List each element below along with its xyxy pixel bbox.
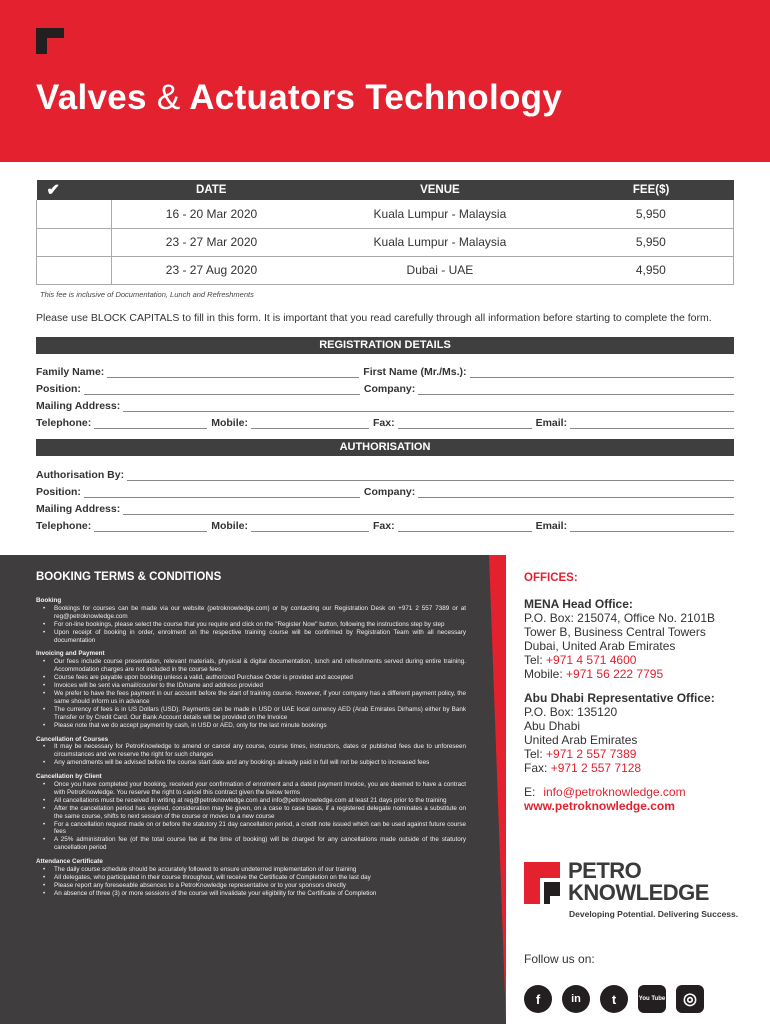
auth-position-field[interactable] bbox=[84, 488, 360, 498]
registration-row-names bbox=[36, 364, 734, 378]
mena-office bbox=[524, 597, 715, 681]
terms-section-heading: Cancellation by Client bbox=[36, 773, 102, 781]
date-cell: 23 - 27 Mar 2020 bbox=[111, 228, 311, 256]
abudhabi-office bbox=[524, 691, 715, 775]
course-title-part1: Valves bbox=[36, 78, 147, 117]
terms-list-item: • The currency of fees is in US Dollars (USD). Payments can be made in USD or UAE local currency AED (Arab Emirates Dirhams) either by Bank Transfer or by Credit Card. Our Bank Account details will be provided on the Invoice bbox=[43, 706, 466, 722]
auth-company-label: Company: bbox=[363, 486, 416, 498]
social-icons bbox=[524, 985, 704, 1013]
abudhabi-fax-line bbox=[524, 761, 715, 775]
registration-row-position bbox=[36, 381, 734, 395]
authorisation-by-label: Authorisation By: bbox=[36, 469, 125, 481]
terms-list-item: • Please note that we do accept payment by cash, in USD or AED, only for the last minute bookings bbox=[43, 722, 466, 730]
terms-list-item: • All cancellations must be received in writing at reg@petroknowledge.com and info@petroknowledge.com at least 21 days prior to the training bbox=[43, 797, 466, 805]
auth-mailing-address-label: Mailing Address: bbox=[36, 503, 121, 515]
venue-cell: Kuala Lumpur - Malaysia bbox=[311, 200, 569, 228]
position-field[interactable] bbox=[84, 385, 360, 395]
terms-list bbox=[43, 605, 466, 645]
auth-fax-field[interactable] bbox=[398, 522, 532, 532]
terms-section-heading: Attendance Certificate bbox=[36, 858, 103, 866]
course-title-amp: & bbox=[156, 78, 181, 117]
auth-telephone-label: Telephone: bbox=[36, 520, 92, 532]
terms-section-heading: Cancellation of Courses bbox=[36, 735, 109, 743]
registration-row-contact bbox=[36, 415, 734, 429]
course-title-part2: Actuators Technology bbox=[189, 78, 563, 117]
abudhabi-address-line1: P.O. Box: 135120 bbox=[524, 705, 618, 719]
abudhabi-tel-label: Tel: bbox=[524, 747, 543, 761]
abudhabi-address-line3: United Arab Emirates bbox=[524, 733, 638, 747]
table-row bbox=[37, 200, 734, 228]
terms-list-item: • For on-line bookings, please select the course that you require and click on the "Register Now" button, following the instructions step by step bbox=[43, 621, 466, 629]
mena-tel-line bbox=[524, 653, 715, 667]
table-row bbox=[37, 228, 734, 256]
petroknowledge-logo-mark-icon bbox=[36, 28, 64, 54]
mailing-address-label: Mailing Address: bbox=[36, 400, 121, 412]
facebook-icon[interactable]: f bbox=[524, 985, 552, 1013]
authorisation-row-address bbox=[36, 501, 734, 515]
follow-us-label: Follow us on: bbox=[524, 952, 595, 966]
terms-list-item: • An absence of three (3) or more sessions of the course will invalidate your eligibility for the Certificate of Completion bbox=[43, 890, 466, 898]
auth-company-field[interactable] bbox=[418, 488, 734, 498]
mena-mobile-label: Mobile: bbox=[524, 667, 563, 681]
auth-email-label: Email: bbox=[535, 520, 568, 532]
mena-tel-label: Tel: bbox=[524, 653, 543, 667]
abudhabi-address-line2: Abu Dhabi bbox=[524, 719, 581, 733]
terms-list-item: • Upon receipt of booking in order, enrolment on the respective training course will be confirmed by Registration Team with all necessary documentation bbox=[43, 629, 466, 645]
email-field[interactable] bbox=[570, 419, 734, 429]
venue-header: VENUE bbox=[311, 180, 569, 200]
fee-header: FEE($) bbox=[569, 180, 734, 200]
title-banner bbox=[0, 0, 770, 162]
schedule-table bbox=[36, 180, 734, 285]
auth-position-label: Position: bbox=[36, 486, 81, 498]
dark-divider-shape bbox=[489, 555, 506, 1024]
auth-mobile-field[interactable] bbox=[251, 522, 369, 532]
auth-email-field[interactable] bbox=[570, 522, 734, 532]
mailing-address-field[interactable] bbox=[123, 402, 734, 412]
brand-tagline: Developing Potential. Delivering Success. bbox=[569, 909, 739, 919]
terms-list bbox=[43, 658, 466, 729]
terms-list bbox=[43, 781, 466, 852]
mena-address-line3: Dubai, United Arab Emirates bbox=[524, 639, 676, 653]
check-header-icon: ✔ bbox=[37, 180, 112, 200]
terms-list-item: • It may be necessary for PetroKnowledge to amend or cancel any course, course times, instructors, dates or published fees due to unforeseen circumstances and we reserve the right for such changes bbox=[43, 743, 466, 759]
auth-mobile-label: Mobile: bbox=[211, 520, 248, 532]
terms-list-item: • Course fees are payable upon booking unless a valid, authorized Purchase Order is provided and accepted bbox=[43, 674, 466, 682]
email-line bbox=[524, 785, 686, 799]
offices-heading: OFFICES: bbox=[524, 572, 578, 584]
abudhabi-fax-label: Fax: bbox=[524, 761, 548, 775]
authorisation-row-by bbox=[36, 467, 734, 481]
website-link[interactable]: www.petroknowledge.com bbox=[524, 799, 675, 813]
date-cell: 16 - 20 Mar 2020 bbox=[111, 200, 311, 228]
auth-mailing-address-field[interactable] bbox=[123, 505, 734, 515]
fee-cell: 5,950 bbox=[569, 200, 734, 228]
terms-section-heading: Booking bbox=[36, 597, 62, 604]
telephone-field[interactable] bbox=[94, 419, 207, 429]
terms-list-item: • Once you have completed your booking, received your confirmation of enrolment and a dated payment Invoice, you are deemed to have a contract with PetroKnowledge. You reserve the right to cancel this contract given the below terms bbox=[43, 781, 466, 797]
registration-row-address bbox=[36, 398, 734, 412]
lower-section bbox=[0, 555, 770, 1024]
terms-list-item: • Our fees include course presentation, relevant materials, physical & digital documentation, lunch and refreshments served during entire training. Accommodation charges are not included in the course fees bbox=[43, 658, 466, 674]
terms-list-item: • Bookings for courses can be made via our website (petroknowledge.com) or by contacting our Registration Desk on +971 2 557 7389 or at reg@petroknowledge.com bbox=[43, 605, 466, 621]
auth-telephone-field[interactable] bbox=[94, 522, 207, 532]
date-header: DATE bbox=[111, 180, 311, 200]
email-label: Email: bbox=[535, 417, 568, 429]
authorisation-row-position bbox=[36, 484, 734, 498]
family-name-label: Family Name: bbox=[36, 366, 105, 378]
telephone-label: Telephone: bbox=[36, 417, 92, 429]
select-checkbox[interactable] bbox=[37, 200, 112, 228]
terms-list-item: • The daily course schedule should be accurately followed to ensure undeterred implementation of our training bbox=[43, 866, 466, 874]
position-label: Position: bbox=[36, 383, 81, 395]
brand-name-line2: KNOWLEDGE bbox=[568, 880, 709, 905]
petroknowledge-logo-icon bbox=[524, 862, 560, 904]
booking-terms-panel bbox=[0, 555, 489, 1024]
mena-office-title: MENA Head Office: bbox=[524, 597, 633, 611]
first-name-label: First Name (Mr./Ms.): bbox=[363, 366, 467, 378]
mena-mobile-link[interactable]: +971 56 222 7795 bbox=[566, 667, 664, 681]
mena-mobile-line bbox=[524, 667, 715, 681]
venue-cell: Dubai - UAE bbox=[311, 256, 569, 284]
select-checkbox[interactable] bbox=[37, 228, 112, 256]
authorisation-by-field[interactable] bbox=[127, 471, 734, 481]
terms-list-item: • Any amendments will be advised before the course start date and any bookings already paid in full will not be subject to increased fees bbox=[43, 759, 466, 767]
abudhabi-tel-line bbox=[524, 747, 715, 761]
brand-name-line1: PETRO bbox=[568, 858, 642, 883]
mena-address-line2: Tower B, Business Central Towers bbox=[524, 625, 706, 639]
terms-section-heading: Invoicing and Payment bbox=[36, 650, 105, 658]
table-row bbox=[37, 256, 734, 284]
terms-list-item: • We prefer to have the fees payment in our account before the start of training course. However, if your company has a different payment policy, the same should inform us in advance bbox=[43, 690, 466, 706]
authorisation-header: AUTHORISATION bbox=[36, 439, 734, 456]
terms-list bbox=[43, 743, 466, 767]
terms-list-item: • For a cancellation request made on or before the statutory 21 day cancellation period, a credit note issued which can be used against future course fees bbox=[43, 821, 466, 837]
family-name-field[interactable] bbox=[107, 368, 359, 378]
email-link[interactable]: info@petroknowledge.com bbox=[543, 785, 686, 799]
booking-terms-title: BOOKING TERMS & CONDITIONS bbox=[36, 571, 222, 583]
company-label: Company: bbox=[363, 383, 416, 395]
email-label-text: E: bbox=[524, 785, 536, 799]
mena-address-line1: P.O. Box: 215074, Office No. 2101B bbox=[524, 611, 716, 625]
brand-name bbox=[568, 860, 709, 904]
terms-list-item: • A 25% administration fee (of the total course fee at the time of booking) will be charged for any cancellations made outside of the statutory cancellation period bbox=[43, 836, 466, 852]
terms-list-item: • Invoices will be sent via email/courier to the ID/name and address provided bbox=[43, 682, 466, 690]
first-name-field[interactable] bbox=[470, 368, 734, 378]
terms-list-item: • All delegates, who participated in their course throughout, will receive the Certificate of Completion on the last day bbox=[43, 874, 466, 882]
venue-cell: Kuala Lumpur - Malaysia bbox=[311, 228, 569, 256]
linkedin-icon[interactable]: in bbox=[562, 985, 590, 1013]
fee-cell: 4,950 bbox=[569, 256, 734, 284]
course-title bbox=[36, 78, 562, 118]
instagram-icon[interactable]: ◎ bbox=[676, 985, 704, 1013]
youtube-icon[interactable]: You Tube bbox=[638, 985, 666, 1013]
select-checkbox[interactable] bbox=[37, 256, 112, 284]
terms-list-item: • After the cancellation period has expired, consideration may be given, on a case to case basis, if a registered delegate nominates a substitute on the same course, shifts to next session of the course or moves to a new course bbox=[43, 805, 466, 821]
date-cell: 23 - 27 Aug 2020 bbox=[111, 256, 311, 284]
mena-tel-link[interactable]: +971 4 571 4600 bbox=[546, 653, 637, 667]
company-field[interactable] bbox=[418, 385, 734, 395]
mobile-field[interactable] bbox=[251, 419, 369, 429]
auth-fax-label: Fax: bbox=[372, 520, 395, 532]
fax-field[interactable] bbox=[398, 419, 532, 429]
booking-terms-body bbox=[36, 597, 466, 898]
fax-label: Fax: bbox=[372, 417, 395, 429]
twitter-icon[interactable]: t bbox=[600, 985, 628, 1013]
registration-details-header: REGISTRATION DETAILS bbox=[36, 337, 734, 354]
petroknowledge-logo bbox=[524, 860, 744, 920]
abudhabi-fax-value: +971 2 557 7128 bbox=[550, 761, 642, 775]
fee-cell: 5,950 bbox=[569, 228, 734, 256]
terms-list-item: • Please report any foreseeable absences to a PetroKnowledge representative or to your sponsors directly bbox=[43, 882, 466, 890]
authorisation-row-contact bbox=[36, 518, 734, 532]
mobile-label: Mobile: bbox=[211, 417, 248, 429]
terms-list bbox=[43, 866, 466, 898]
form-instructions: Please use BLOCK CAPITALS to fill in this form. It is important that you read carefully through all information before starting to complete the form. bbox=[36, 312, 712, 324]
abudhabi-tel-link[interactable]: +971 2 557 7389 bbox=[546, 747, 637, 761]
fee-note: This fee is inclusive of Documentation, Lunch and Refreshments bbox=[40, 290, 254, 299]
abudhabi-office-title: Abu Dhabi Representative Office: bbox=[524, 691, 715, 705]
